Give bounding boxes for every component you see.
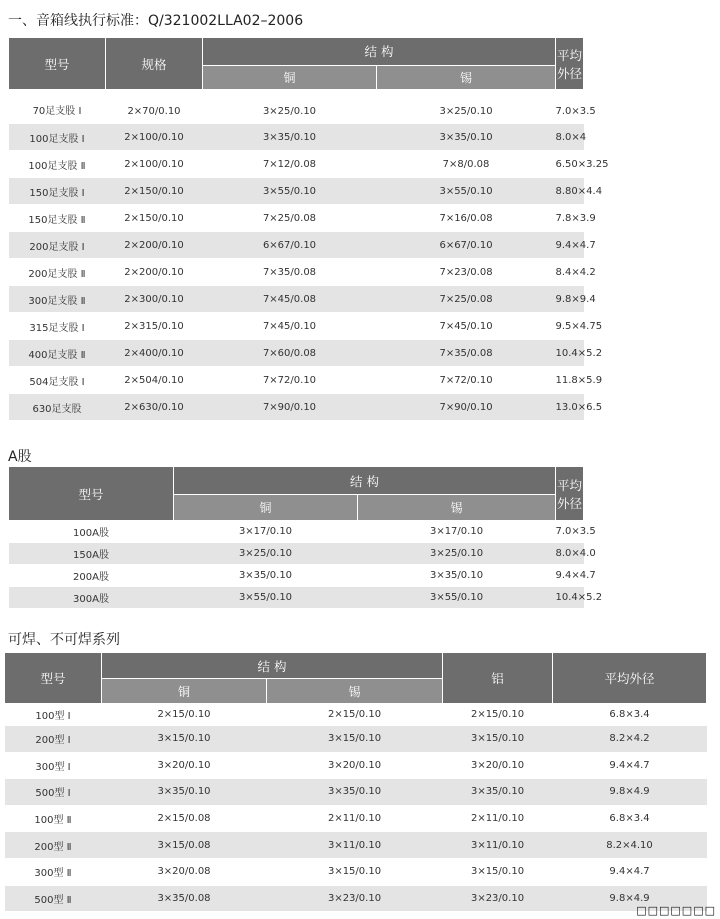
table-cell: 100足支股 Ⅱ [9,151,106,178]
table-cell: 8.0×4 [556,124,584,151]
table-row [5,832,707,859]
table-cell: 7×90/0.10 [377,394,556,421]
table-row [9,151,584,178]
header-tin: 锡 [267,679,443,704]
table-cell: 7×12/0.08 [203,151,377,178]
table-row [5,752,707,779]
table-cell: 3×35/0.10 [358,565,556,587]
table-row [9,367,584,394]
a-strand-rows [9,521,603,609]
table-row [9,313,584,340]
table-cell: 500型 Ⅱ [5,885,102,912]
table-cell: 3×55/0.10 [377,178,556,205]
section-title-speaker-cable: 一、音箱线执行标准：Q/321002LLA02–2006 [8,13,304,29]
table-row [9,90,584,124]
header-aluminum: 铝 [443,653,553,704]
solderable-table [4,652,707,912]
table-cell: 6.50×3.25 [556,151,584,178]
table-cell: 9.4×4.7 [553,752,707,779]
header-structure: 结 构 [174,467,556,495]
table-cell: 2×315/0.10 [106,313,203,340]
header-structure: 结 构 [203,38,556,66]
table-row [5,704,707,726]
table-cell: 6×67/0.10 [377,232,556,259]
table-cell: 8.80×4.4 [556,178,584,205]
table-cell: 3×35/0.08 [102,885,267,912]
table-cell: 2×15/0.08 [102,805,267,832]
header-copper: 铜 [174,495,358,521]
table-row [9,565,584,587]
table-cell: 2×15/0.10 [443,704,553,726]
table-cell: 2×70/0.10 [106,90,203,124]
table-cell: 150足支股 Ⅰ [9,178,106,205]
table-cell: 8.0×4.0 [556,543,584,565]
speaker-cable-table [8,37,609,421]
table-cell: 2×300/0.10 [106,286,203,313]
table-cell: 6.8×3.4 [553,704,707,726]
table-cell: 3×55/0.10 [358,587,556,609]
table-cell: 200型 Ⅱ [5,832,102,859]
table-cell: 150足支股 Ⅱ [9,205,106,232]
table-cell: 11.8×5.9 [556,367,584,394]
table-cell: 3×20/0.10 [267,752,443,779]
table-row [9,286,584,313]
table-cell: 9.8×4.9 [553,779,707,806]
table-cell: 500型 Ⅰ [5,779,102,806]
table-row [5,885,707,912]
table-cell: 200足支股 Ⅱ [9,259,106,286]
table-cell: 504足支股 Ⅰ [9,367,106,394]
table-cell: 7×72/0.10 [203,367,377,394]
table-cell: 3×15/0.10 [443,726,553,753]
table-cell: 315足支股 Ⅰ [9,313,106,340]
table-cell: 300型 Ⅰ [5,752,102,779]
header-structure: 结 构 [102,653,443,679]
table-cell: 70足支股 Ⅰ [9,90,106,124]
table-cell: 9.4×4.7 [556,565,584,587]
table-row [9,340,584,367]
header-diameter: 平均外径 [556,467,584,521]
table-cell: 6×67/0.10 [203,232,377,259]
table-cell: 9.4×4.7 [556,232,584,259]
table-row [5,858,707,885]
table-row [9,232,584,259]
header-diameter: 平均外径 [556,38,584,90]
table-cell: 3×35/0.10 [174,565,358,587]
table-cell: 200A股 [9,565,174,587]
table-cell: 100足支股 Ⅰ [9,124,106,151]
header-diameter: 平均外径 [553,653,707,704]
table-cell: 3×25/0.10 [358,543,556,565]
table-cell: 10.4×5.2 [556,340,584,367]
table-row [9,543,584,565]
table-cell: 3×23/0.10 [443,885,553,912]
table-row [5,726,707,753]
table-cell: 7.8×3.9 [556,205,584,232]
table-cell: 7×25/0.08 [377,286,556,313]
table-cell: 2×150/0.10 [106,205,203,232]
table-row [9,259,584,286]
table-cell: 7×45/0.10 [203,313,377,340]
table-cell: 9.8×9.4 [556,286,584,313]
table-cell: 150A股 [9,543,174,565]
table-cell: 8.2×4.2 [553,726,707,753]
table-cell: 2×11/0.10 [443,805,553,832]
table-cell: 3×35/0.10 [203,124,377,151]
table-cell: 3×55/0.10 [174,587,358,609]
table-cell: 3×55/0.10 [203,178,377,205]
table-cell: 2×150/0.10 [106,178,203,205]
header-tin: 锡 [358,495,556,521]
table-cell: 2×200/0.10 [106,232,203,259]
section-title-a-strand: A股 [8,449,32,465]
table-cell: 100型 Ⅰ [5,704,102,726]
table-cell: 7×90/0.10 [203,394,377,421]
header-tin: 锡 [377,65,556,89]
table-cell: 100A股 [9,521,174,543]
table-cell: 300足支股 Ⅱ [9,286,106,313]
table-cell: 9.4×4.7 [553,858,707,885]
table-cell: 9.8×4.9 [553,885,707,912]
table-cell: 2×15/0.10 [267,704,443,726]
table-cell: 2×15/0.10 [102,704,267,726]
table-cell: 7×23/0.08 [377,259,556,286]
header-model: 型号 [9,467,174,521]
table-cell: 3×15/0.10 [267,726,443,753]
table-cell: 100型 Ⅱ [5,805,102,832]
table-cell: 10.4×5.2 [556,587,584,609]
header-spec: 规格 [106,38,203,90]
table-cell: 3×20/0.08 [102,858,267,885]
table-cell: 3×17/0.10 [358,521,556,543]
table-cell: 8.4×4.2 [556,259,584,286]
table-cell: 3×20/0.10 [443,752,553,779]
table-row [9,587,584,609]
table-cell: 7×45/0.08 [203,286,377,313]
table-cell: 2×630/0.10 [106,394,203,421]
table-cell: 630足支股 [9,394,106,421]
table-cell: 3×15/0.08 [102,832,267,859]
table-cell: 3×35/0.10 [102,779,267,806]
table-cell: 6.8×3.4 [553,805,707,832]
table-row [9,178,584,205]
table-cell: 7×60/0.08 [203,340,377,367]
table-cell: 2×11/0.10 [267,805,443,832]
table-cell: 7×25/0.08 [203,205,377,232]
table-cell: 400足支股 Ⅱ [9,340,106,367]
header-model: 型号 [5,653,102,704]
table-cell: 2×200/0.10 [106,259,203,286]
table-cell: 3×15/0.10 [267,858,443,885]
table-cell: 2×400/0.10 [106,340,203,367]
speaker-cable-rows [9,90,609,421]
table-cell: 300A股 [9,587,174,609]
solderable-rows [5,704,707,912]
header-copper: 铜 [102,679,267,704]
table-cell: 300型 Ⅱ [5,858,102,885]
table-row [5,805,707,832]
table-row [9,394,584,421]
table-cell: 7×35/0.08 [203,259,377,286]
header-copper: 铜 [203,65,377,89]
table-row [9,124,584,151]
table-row [9,205,584,232]
table-cell: 2×100/0.10 [106,124,203,151]
table-cell: 3×11/0.10 [267,832,443,859]
a-strand-table [8,466,603,609]
table-cell: 7×8/0.08 [377,151,556,178]
table-cell: 13.0×6.5 [556,394,584,421]
table-cell: 7×72/0.10 [377,367,556,394]
table-cell: 9.5×4.75 [556,313,584,340]
table-cell: 7.0×3.5 [556,90,584,124]
table-cell: 3×25/0.10 [377,90,556,124]
table-row [9,521,584,543]
table-cell: 8.2×4.10 [553,832,707,859]
table-cell: 3×23/0.10 [267,885,443,912]
table-cell: 3×25/0.10 [203,90,377,124]
table-cell: 3×11/0.10 [443,832,553,859]
table-cell: 7×45/0.10 [377,313,556,340]
table-cell: 7×16/0.08 [377,205,556,232]
table-cell: 3×20/0.10 [102,752,267,779]
header-model: 型号 [9,38,106,90]
table-cell: 7.0×3.5 [556,521,584,543]
table-cell: 3×35/0.10 [267,779,443,806]
table-cell: 200足支股 Ⅰ [9,232,106,259]
watermark: □□□□□□□ [636,904,716,917]
table-cell: 2×504/0.10 [106,367,203,394]
table-cell: 3×15/0.10 [443,858,553,885]
table-cell: 2×100/0.10 [106,151,203,178]
table-row [5,779,707,806]
table-cell: 200型 Ⅰ [5,726,102,753]
section-title-solderable: 可焊、不可焊系列 [8,632,120,648]
table-cell: 7×35/0.08 [377,340,556,367]
table-cell: 3×17/0.10 [174,521,358,543]
table-cell: 3×35/0.10 [443,779,553,806]
table-cell: 3×35/0.10 [377,124,556,151]
table-cell: 3×25/0.10 [174,543,358,565]
table-cell: 3×15/0.10 [102,726,267,753]
